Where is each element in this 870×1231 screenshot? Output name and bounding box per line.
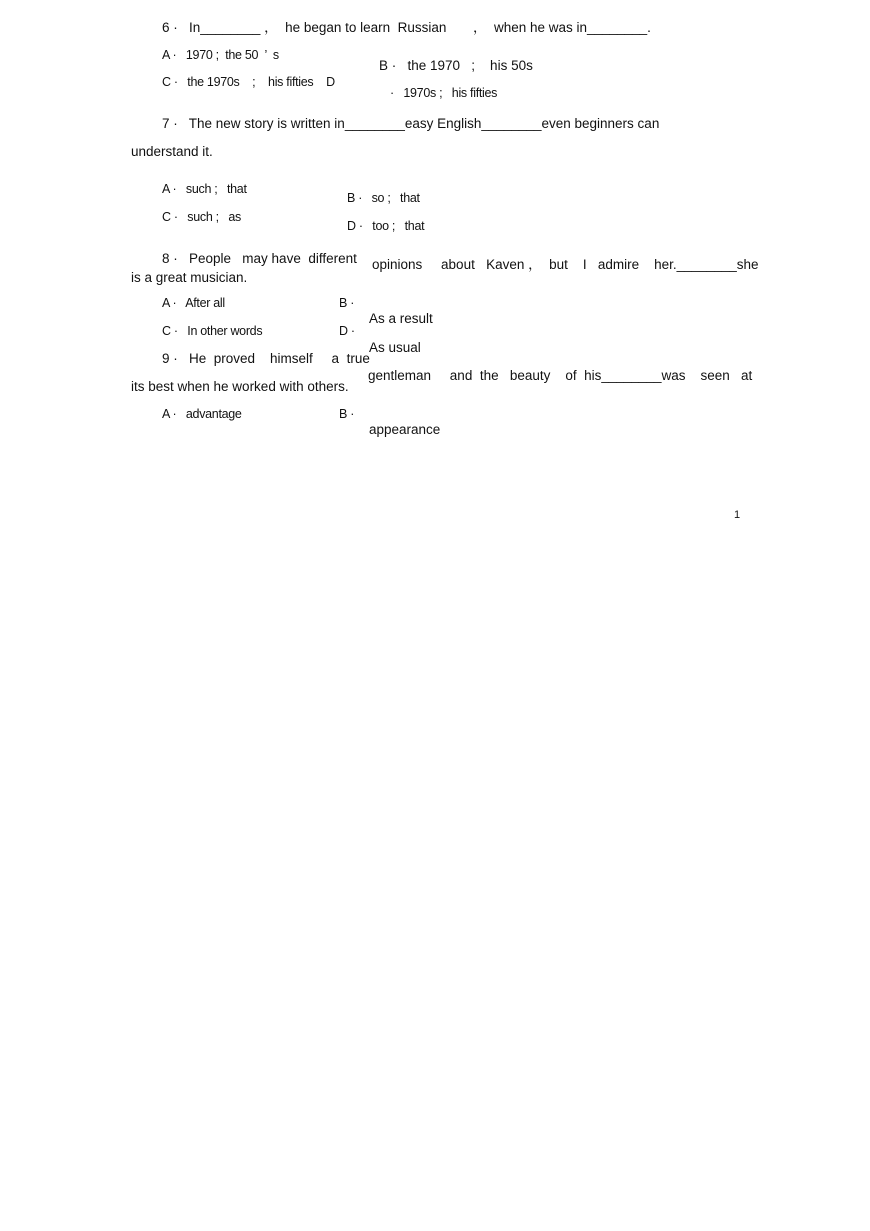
q8-stem-right: opinions about Kaven ， but I admire her.________she	[372, 257, 759, 272]
q7-option-b: B · so ; that	[347, 191, 420, 205]
q9-option-a: A · advantage	[162, 407, 242, 421]
page-number: 1	[734, 509, 741, 521]
q8-option-b-marker: B ·	[339, 296, 355, 310]
q7-option-c: C · such ; as	[162, 210, 241, 224]
q8-stem-line2: is a great musician.	[131, 270, 248, 285]
q9-stem-right: gentleman and the beauty of his________was seen at	[368, 368, 753, 383]
q9-option-b: appearance	[369, 422, 441, 437]
q8-option-d-marker: D ·	[339, 324, 355, 338]
q8-stem-left: 8 · People may have different	[162, 251, 357, 266]
q6-option-a: A · 1970 ; the 50 ’ s	[162, 48, 279, 62]
q8-option-a: A · After all	[162, 296, 225, 310]
q6-option-c: C · the 1970s ; his fifties D	[162, 75, 335, 89]
q7-option-d: D · too ; that	[347, 219, 425, 233]
q7-stem-line1: 7 · The new story is written in________easy English________even beginners can	[162, 116, 660, 131]
q9-stem-line2: its best when he worked with others.	[131, 379, 349, 394]
q6-option-b: B · the 1970 ; his 50s	[379, 58, 533, 73]
q8-option-d: As usual	[369, 340, 421, 355]
q6-option-d: · 1970s ; his fifties	[390, 86, 498, 100]
q6-stem-part2: ， when he was in________.	[473, 20, 651, 35]
q9-option-b-marker: B ·	[339, 407, 355, 421]
q7-stem-line2: understand it.	[131, 144, 213, 159]
q6-stem-part1: 6 · In________ ， he began to learn Russian	[162, 20, 447, 35]
q7-option-a: A · such ; that	[162, 182, 247, 196]
q9-stem-left: 9 · He proved himself a true	[162, 351, 370, 366]
q8-option-c: C · In other words	[162, 324, 263, 338]
q8-option-b: As a result	[369, 311, 433, 326]
